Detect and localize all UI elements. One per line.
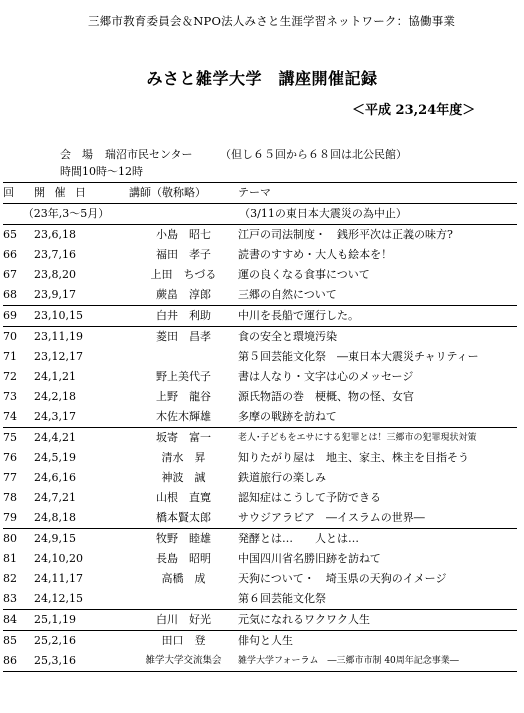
lecture-theme: 雑学大学フォーラム ―三郷市市制 40周年記念事業― — [238, 651, 517, 672]
venue-label-2: 場 — [82, 148, 93, 161]
lecture-number: 69 — [3, 306, 34, 327]
time-label-1: 時 — [60, 165, 71, 178]
header-theme: テーマ — [238, 183, 517, 204]
page-title: みさと雑学大学 講座開催記録 — [146, 69, 378, 88]
table-row — [3, 569, 517, 589]
lecture-theme: 源氏物語の巻 梗概、物の怪、女官 — [238, 390, 414, 403]
lecture-date: 24,10,20 — [34, 552, 83, 565]
lecture-number: 76 — [3, 451, 17, 464]
lecture-number: 84 — [3, 610, 34, 631]
header-number: 回 — [3, 183, 34, 204]
lecture-theme: 第５回芸能文化祭 ―東日本大震災チャリティー — [238, 350, 479, 363]
lecture-schedule-table — [3, 182, 517, 672]
table-row — [3, 651, 517, 672]
table-row — [3, 448, 517, 468]
lecture-speaker: 田口 登 — [161, 634, 206, 647]
lecture-date: 24,11,17 — [34, 572, 83, 585]
lecture-speaker: 蕨畠 淳郎 — [129, 285, 238, 306]
lecture-speaker: 菱田 昌孝 — [156, 330, 211, 343]
lecture-date: 24,12,15 — [34, 589, 129, 610]
lecture-number: 73 — [3, 390, 17, 403]
table-row-cancelled — [3, 204, 517, 225]
lecture-speaker: 山根 直寛 — [156, 491, 211, 504]
lecture-theme: 第６回芸能文化祭 — [238, 589, 517, 610]
venue-value: 瑞沼市民センター — [105, 148, 193, 161]
table-header-row — [3, 183, 517, 204]
lecture-theme: 発酵とは… 人とは… — [238, 532, 359, 545]
lecture-speaker: 白井 利助 — [129, 306, 238, 327]
lecture-theme: サウジアラビア ―イスラムの世界― — [238, 508, 517, 529]
table-row — [3, 367, 517, 387]
lecture-theme: 多摩の戦跡を訪ねて — [238, 407, 517, 428]
lecture-number: 85 — [3, 634, 17, 647]
lecture-speaker: 小島 昭七 — [156, 228, 211, 241]
lecture-date: 24,9,15 — [34, 532, 76, 545]
lecture-date: 24,8,18 — [34, 508, 129, 529]
lecture-date: 23,6,18 — [34, 228, 76, 241]
lecture-speaker: 牧野 睦雄 — [156, 532, 211, 545]
lecture-speaker: 木佐木輝雄 — [129, 407, 238, 428]
lecture-theme: 食の安全と環境汚染 — [238, 330, 337, 343]
lecture-date: 24,2,18 — [34, 390, 76, 403]
lecture-speaker: 野上美代子 — [156, 370, 211, 383]
lecture-number: 74 — [3, 407, 34, 428]
lecture-theme: 元気になれるワクワク人生 — [238, 610, 517, 631]
lecture-date: 25,3,16 — [34, 651, 129, 672]
lecture-number: 67 — [3, 268, 17, 281]
lecture-theme: 天狗について・ 埼玉県の天狗のイメージ — [238, 572, 447, 585]
table-row — [3, 327, 517, 348]
lecture-number: 68 — [3, 285, 34, 306]
table-row — [3, 225, 517, 246]
lecture-theme: 中国四川省名勝旧跡を訪ねて — [238, 552, 381, 565]
lecture-number: 72 — [3, 370, 17, 383]
lecture-number: 71 — [3, 350, 17, 363]
table-row — [3, 468, 517, 488]
lecture-theme: 認知症はこうして予防できる — [238, 491, 381, 504]
lecture-date: 25,1,19 — [34, 610, 129, 631]
table-row — [3, 347, 517, 367]
lecture-theme: 中川を長船で運行した。 — [238, 306, 517, 327]
lecture-date: 24,7,21 — [34, 491, 76, 504]
venue-label-1: 会 — [60, 148, 71, 161]
table-row — [3, 306, 517, 327]
lecture-number: 66 — [3, 248, 17, 261]
table-row — [3, 285, 517, 306]
fiscal-year-subtitle: ＜平成 23,24年度＞ — [352, 103, 476, 118]
lecture-theme: 書は人なり・文字は心のメッセージ — [238, 370, 414, 383]
lecture-number: 78 — [3, 491, 17, 504]
table-row — [3, 631, 517, 652]
lecture-speaker: 橋本賢太郎 — [129, 508, 238, 529]
lecture-theme: 運の良くなる食事について — [238, 268, 370, 281]
table-row — [3, 508, 517, 529]
lecture-date: 24,1,21 — [34, 370, 76, 383]
lecture-date: 23,7,16 — [34, 248, 76, 261]
lecture-number: 82 — [3, 572, 17, 585]
lecture-date: 23,12,17 — [34, 350, 83, 363]
lecture-speaker: 上田 ちづる — [150, 268, 217, 281]
header-date: 開 催 日 — [34, 183, 129, 204]
lecture-speaker: 長島 昭明 — [156, 552, 211, 565]
lecture-speaker — [129, 347, 238, 367]
cancelled-period: （23年,3～5月） — [3, 204, 129, 225]
lecture-speaker: 福田 孝子 — [156, 248, 211, 261]
table-row — [3, 549, 517, 569]
lecture-theme: 知りたがり屋は 地主、家主、株主を目指そう — [238, 451, 469, 464]
table-row — [3, 488, 517, 508]
lecture-number: 75 — [3, 431, 17, 444]
header-speaker: 講師（敬称略） — [129, 183, 238, 204]
time-label-2: 間 — [71, 165, 82, 178]
lecture-speaker: 清水 昇 — [161, 451, 206, 464]
cancelled-note: （3/11の東日本大震災の為中止） — [129, 204, 517, 225]
venue-line — [60, 146, 407, 162]
lecture-number: 65 — [3, 228, 17, 241]
time-line — [60, 163, 143, 179]
lecture-number: 70 — [3, 330, 17, 343]
table-row — [3, 265, 517, 285]
lecture-date: 23,11,19 — [34, 330, 83, 343]
lecture-date: 23,10,15 — [34, 306, 129, 327]
table-row — [3, 387, 517, 407]
lecture-speaker: 神波 誠 — [161, 471, 206, 484]
lecture-theme: 三郷の自然について — [238, 285, 517, 306]
lecture-date: 23,8,20 — [34, 268, 76, 281]
lecture-speaker — [129, 589, 238, 610]
lecture-theme: 読書のすすめ・大人も絵本を！ — [238, 248, 393, 261]
lecture-number: 80 — [3, 532, 17, 545]
lecture-date: 24,4,21 — [34, 431, 76, 444]
time-value: 10時～12時 — [82, 165, 143, 178]
table-row — [3, 245, 517, 265]
lecture-theme: 江戸の司法制度・ 銭形平次は正義の味方? — [238, 228, 453, 241]
table-row — [3, 610, 517, 631]
lecture-speaker: 白川 好光 — [129, 610, 238, 631]
lecture-date: 24,5,19 — [34, 451, 76, 464]
table-row — [3, 407, 517, 428]
lecture-number: 86 — [3, 651, 34, 672]
lecture-theme: 俳句と人生 — [238, 634, 293, 647]
lecture-theme: 老人･子どもをエサにする犯罪とは！三郷市の犯罪現状対策 — [238, 433, 477, 443]
lecture-theme: 鉄道旅行の楽しみ — [238, 471, 326, 484]
lecture-number: 83 — [3, 589, 34, 610]
lecture-date: 23,9,17 — [34, 285, 129, 306]
table-row — [3, 529, 517, 550]
lecture-date: 24,6,16 — [34, 471, 76, 484]
lecture-number: 79 — [3, 508, 34, 529]
lecture-speaker: 坂寄 富一 — [156, 431, 211, 444]
lecture-speaker: 上野 龍谷 — [156, 390, 211, 403]
lecture-date: 24,3,17 — [34, 407, 129, 428]
lecture-number: 77 — [3, 471, 17, 484]
organization-line: 三郷市教育委員会＆NPO法人みさと生涯学習ネットワーク：協働事業 — [88, 14, 456, 28]
lecture-speaker: 高橋 成 — [161, 572, 206, 585]
lecture-number: 81 — [3, 552, 17, 565]
venue-note: （但し６５回から６８回は北公民館） — [220, 148, 407, 161]
lecture-date: 25,2,16 — [34, 634, 76, 647]
table-row — [3, 428, 517, 449]
table-row — [3, 589, 517, 610]
lecture-speaker: 雑学大学交流集会 — [129, 651, 238, 672]
